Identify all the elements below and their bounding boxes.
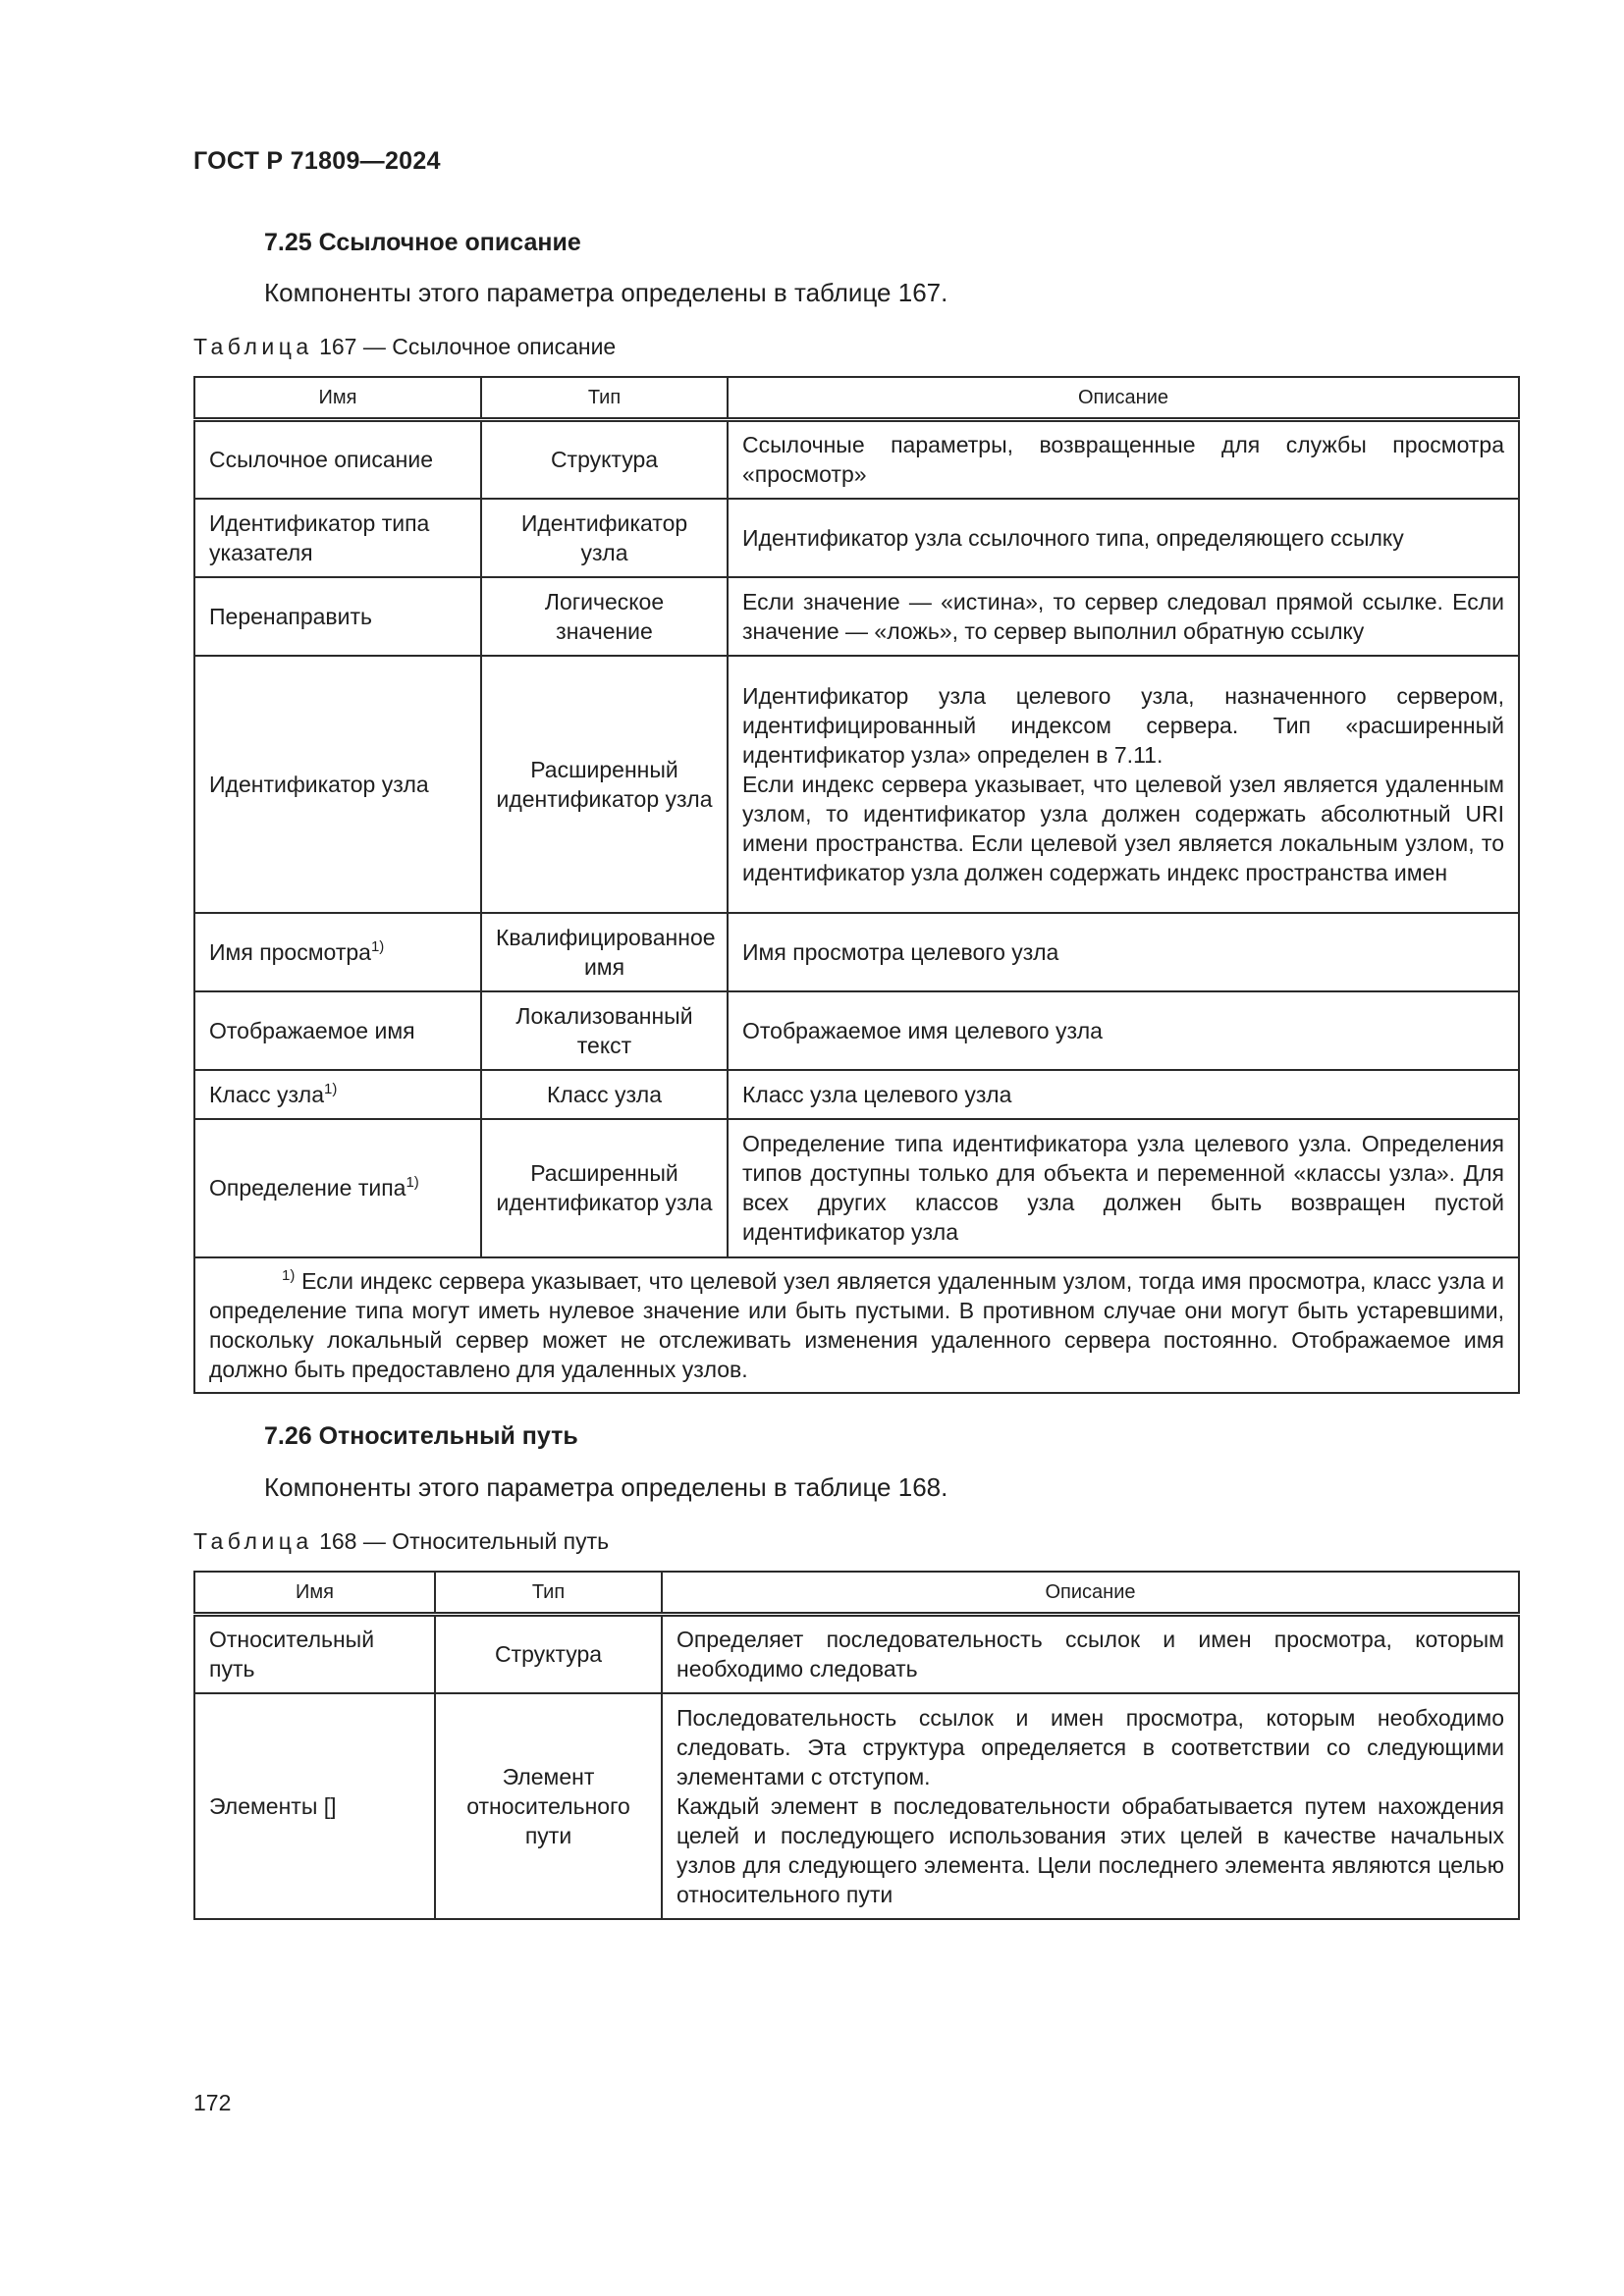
table-row — [194, 1693, 1519, 1919]
table-168 — [193, 1571, 1520, 1920]
table-row — [194, 1119, 1519, 1257]
cell-type: Идентификатор узла — [481, 499, 728, 577]
footnote-text: Если индекс сервера указывает, что целевой узел является удаленным узлом, тогда имя просмотра, класс узла и определение типа могут иметь нулевое значение или быть пустыми. В противном случае они могут быть устаревшими, поскольку локальный сервер может не отслеживать изменения удаленного сервера постоянно. Отображаемое имя должно быть предоставлено для удаленных узлов. — [209, 1267, 1504, 1382]
cell-description: Если значение — «истина», то сервер следовал прямой ссылке. Если значение — «ложь», то сервер выполнил обратную ссылку — [728, 577, 1519, 656]
table-row — [194, 577, 1519, 656]
cell-description: Определяет последовательность ссылок и имен просмотра, которым необходимо следовать — [662, 1615, 1519, 1693]
cell-name-text: Имя просмотра — [209, 938, 371, 965]
cell-name: Идентификатор узла — [194, 656, 481, 913]
column-header-name: Имя — [194, 1572, 435, 1615]
cell-name — [194, 1119, 481, 1257]
table-row — [194, 991, 1519, 1070]
footnote-ref: 1) — [406, 1174, 419, 1191]
table-caption-167 — [193, 334, 616, 360]
column-header-description: Описание — [728, 377, 1519, 420]
cell-description: Имя просмотра целевого узла — [728, 913, 1519, 991]
cell-type: Расширенный идентификатор узла — [481, 656, 728, 913]
cell-name: Элементы [] — [194, 1693, 435, 1919]
table-row — [194, 1070, 1519, 1119]
table-header-row — [194, 1572, 1519, 1615]
cell-type: Структура — [435, 1615, 662, 1693]
cell-name — [194, 1070, 481, 1119]
table-footnote-row — [194, 1257, 1519, 1393]
cell-name-text: Класс узла — [209, 1081, 324, 1107]
cell-type: Расширенный идентификатор узла — [481, 1119, 728, 1257]
cell-description — [728, 656, 1519, 913]
footnote-ref: 1) — [370, 937, 385, 955]
cell-description: Идентификатор узла ссылочного типа, определяющего ссылку — [728, 499, 1519, 577]
table-167 — [193, 376, 1520, 1394]
cell-name: Идентификатор типа указателя — [194, 499, 481, 577]
page-number: 172 — [193, 2090, 232, 2115]
cell-type: Логическое значение — [481, 577, 728, 656]
column-header-name: Имя — [194, 377, 481, 420]
table-row — [194, 913, 1519, 991]
cell-type: Локализованный текст — [481, 991, 728, 1070]
table-header-row — [194, 377, 1519, 420]
cell-description: Ссылочные параметры, возвращенные для службы просмотра «просмотр» — [728, 420, 1519, 499]
table-caption-168 — [193, 1528, 609, 1555]
section-title-7-26: 7.26 Относительный путь — [264, 1422, 578, 1450]
cell-name: Ссылочное описание — [194, 420, 481, 499]
table-footnote — [194, 1257, 1519, 1393]
cell-description: Определение типа идентификатора узла целевого узла. Определения типов доступны только для объекта и переменной «классы узла». Для всех других классов узла должен быть возвращен пустой идентификатор узла — [728, 1119, 1519, 1257]
cell-name: Перенаправить — [194, 577, 481, 656]
cell-type: Структура — [481, 420, 728, 499]
description-paragraph: Последовательность ссылок и имен просмотра, которым необходимо следовать. Эта структура определяется в соответствии со следующими элементами с отступом. — [677, 1704, 1504, 1789]
caption-text: 167 — Ссылочное описание — [312, 334, 617, 359]
cell-name-text: Определение типа — [209, 1175, 406, 1201]
cell-name — [194, 913, 481, 991]
column-header-type: Тип — [481, 377, 728, 420]
section-intro-7-25: Компоненты этого параметра определены в таблице 167. — [264, 278, 948, 307]
table-row — [194, 1615, 1519, 1693]
footnote-mark: 1) — [282, 1266, 296, 1284]
table-row — [194, 656, 1519, 913]
description-paragraph: Каждый элемент в последовательности обрабатывается путем нахождения целей и последующего использования этих целей в качестве начальных узлов для следующего элемента. Цели последнего элемента являются целью относительного пути — [677, 1792, 1504, 1907]
description-paragraph: Если индекс сервера указывает, что целевой узел является удаленным узлом, то идентификатор узла должен содержать абсолютный URI имени пространства. Если целевой узел является локальным узлом, то идентификатор узла должен содержать индекс пространства имен — [742, 771, 1504, 885]
caption-text: 168 — Относительный путь — [312, 1528, 610, 1554]
cell-description — [662, 1693, 1519, 1919]
description-paragraph: Идентификатор узла целевого узла, назначенного сервером, идентифицированный индексом сервера. Тип «расширенный идентификатор узла» определен в 7.11. — [742, 682, 1504, 768]
table-row — [194, 499, 1519, 577]
cell-type: Квалифицированное имя — [481, 913, 728, 991]
section-intro-7-26: Компоненты этого параметра определены в таблице 168. — [264, 1472, 948, 1502]
cell-description: Класс узла целевого узла — [728, 1070, 1519, 1119]
cell-name: Относительный путь — [194, 1615, 435, 1693]
cell-type: Класс узла — [481, 1070, 728, 1119]
caption-word: Таблица — [193, 1528, 313, 1554]
section-title-7-25: 7.25 Ссылочное описание — [264, 229, 581, 256]
column-header-type: Тип — [435, 1572, 662, 1615]
footnote-ref: 1) — [324, 1080, 338, 1097]
cell-name: Отображаемое имя — [194, 991, 481, 1070]
caption-word: Таблица — [193, 334, 313, 359]
column-header-description: Описание — [662, 1572, 1519, 1615]
document-code: ГОСТ Р 71809—2024 — [193, 147, 441, 175]
table-row — [194, 420, 1519, 499]
cell-description: Отображаемое имя целевого узла — [728, 991, 1519, 1070]
cell-type: Элемент относительного пути — [435, 1693, 662, 1919]
